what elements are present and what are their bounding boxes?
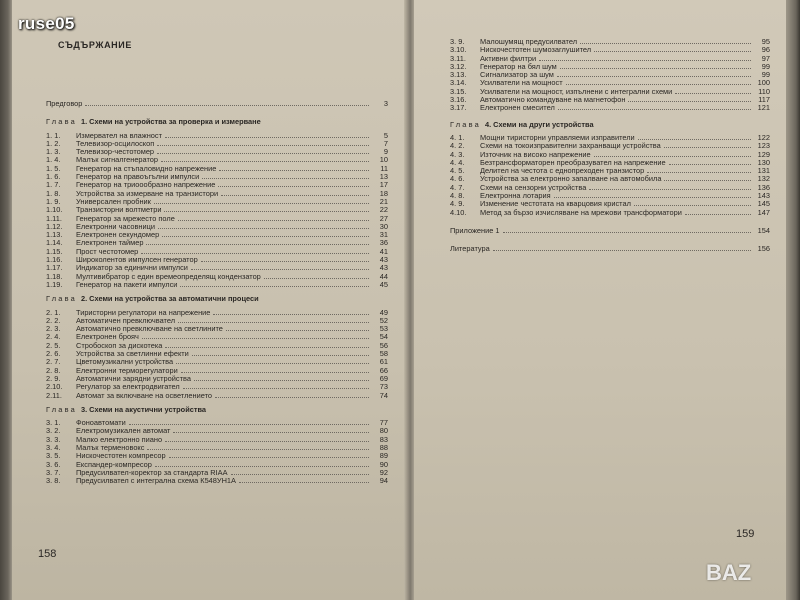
toc-entry-title: Генератор на пакети импулси (76, 279, 178, 289)
dot-leader (580, 38, 751, 44)
toc-entry-number: 4. 1. (450, 132, 465, 142)
toc-entry-page: 36 (379, 238, 388, 248)
dot-leader (165, 342, 369, 348)
dot-leader (192, 350, 369, 356)
toc-entry-page: 83 (379, 434, 388, 444)
toc-entry-title: Сигнализатор за шум (480, 70, 554, 80)
dot-leader (181, 367, 369, 373)
left-toc (46, 100, 388, 485)
toc-entry-number: 3. 8. (46, 476, 61, 486)
page-number-left: 158 (38, 548, 57, 560)
toc-entry-page: 90 (379, 459, 388, 469)
dot-leader (239, 477, 369, 483)
dot-leader (647, 167, 751, 173)
toc-entry-title: Електронна лотария (480, 191, 551, 201)
toc-entry-title: Фоноавтомати (76, 418, 126, 428)
dot-leader (594, 46, 751, 52)
toc-entry-title: Схеми на токоизправителни захранващи устройства (480, 141, 661, 151)
toc-entry-title: Безтрансформаторен преобразувател на напрежение (480, 157, 666, 167)
toc-entry-page: 110 (758, 86, 770, 96)
toc-entry-page: 73 (379, 382, 388, 392)
dot-leader (664, 175, 751, 181)
dot-leader (147, 444, 369, 450)
toc-entry-title: Делител на честота с еднопреходен транзистор (480, 166, 645, 176)
toc-entry-title: Устройства за измерване на транзистори (76, 188, 219, 198)
toc-entry-page: 117 (758, 95, 770, 105)
toc-entry-title: Мултивибратор с един времеопределящ кондензатор (76, 271, 261, 281)
toc-entry-number: 2.10. (46, 382, 63, 392)
toc-entry-page: 49 (379, 307, 388, 317)
toc-entry-page: 95 (761, 37, 770, 46)
toc-entry-number: 4. 3. (450, 149, 465, 159)
toc-entry-number: 1. 5. (46, 163, 61, 173)
toc-entry-number: 3.13. (450, 70, 467, 80)
toc-entry (450, 209, 770, 217)
toc-entry-title: Електронен смесител (480, 103, 555, 113)
toc-entry-title: Цветомузикални устройства (76, 357, 174, 367)
toc-entry-title: Изменение честотата на кварцовия кристал (480, 199, 631, 209)
toc-entry-title: Автомат за включване на осветлението (76, 390, 212, 400)
dot-leader (558, 104, 751, 110)
toc-entry-title: Транзисторни волтметри (76, 205, 162, 215)
toc-entry-number: 4. 4. (450, 157, 465, 167)
toc-entry-page: 53 (379, 324, 388, 334)
dot-leader (566, 79, 751, 85)
toc-entry-number: 4. 9. (450, 199, 465, 209)
toc-entry-page: 74 (379, 390, 388, 400)
toc-entry-page: 30 (379, 221, 388, 231)
toc-entry-page: 136 (757, 182, 770, 192)
toc-entry-number: 2. 3. (46, 324, 61, 334)
toc-literature: Литература 156 (450, 244, 770, 254)
toc-entry-number: 2. 2. (46, 315, 61, 325)
right-toc (450, 38, 770, 254)
toc-entry-title: Индикатор за единични импулси (76, 263, 188, 273)
dot-leader (539, 55, 751, 61)
toc-entry-page: 129 (757, 149, 770, 159)
left-page (12, 0, 410, 600)
toc-entry-page: 61 (379, 357, 388, 367)
toc-entry-number: 3. 2. (46, 426, 61, 436)
toc-entry-number: 1.18. (46, 271, 63, 281)
toc-entry-number: 1. 7. (46, 180, 61, 190)
toc-entry (46, 281, 388, 289)
dot-leader (158, 223, 369, 229)
toc-entry-page: 21 (379, 196, 388, 206)
dot-leader (634, 200, 751, 206)
dot-leader (226, 325, 369, 331)
toc-entry-number: 3. 1. (46, 418, 61, 428)
toc-entry-page: 56 (379, 340, 388, 350)
dot-leader (594, 151, 751, 157)
toc-entry-title: Автоматично командуване на магнетофон (480, 95, 626, 105)
toc-entry-page: 88 (379, 442, 388, 452)
toc-entry-page: 58 (379, 349, 388, 359)
dot-leader (560, 63, 751, 69)
toc-entry-title: Малошумящ предусилвател (480, 37, 578, 46)
toc-entry (46, 477, 388, 485)
toc-entry-title: Малък сигналгенератор (76, 155, 159, 165)
toc-entry-number: 1.15. (46, 246, 63, 256)
toc-entry-number: 4. 5. (450, 166, 465, 176)
toc-entry-page: 94 (379, 476, 388, 486)
dot-leader (164, 206, 369, 212)
toc-entry-number: 1. 3. (46, 147, 61, 157)
toc-entry-page: 27 (379, 213, 388, 223)
toc-entry-number: 3. 5. (46, 451, 61, 461)
toc-entry-title: Устройства за светлинни ефекти (76, 349, 189, 359)
dot-leader (638, 134, 751, 140)
toc-entry-number: 3. 7. (46, 467, 61, 477)
dot-leader (685, 209, 751, 215)
toc-entry-title: Универсален пробник (76, 196, 151, 206)
toc-entry-title: Малко електронно пиано (76, 434, 163, 444)
toc-entry-page: 43 (379, 255, 388, 265)
toc-entry-page: 45 (379, 279, 388, 289)
toc-entry-page: 54 (379, 332, 388, 342)
toc-entry-number: 2. 6. (46, 349, 61, 359)
toc-entry-page: 10 (379, 155, 388, 165)
toc-entry-title: Широколентов импулсен генератор (76, 255, 198, 265)
toc-entry-page: 132 (757, 174, 770, 184)
toc-entry-number: 2. 4. (46, 332, 61, 342)
page-number-right: 159 (736, 528, 755, 540)
toc-entry-number: 4. 6. (450, 174, 465, 184)
toc-entry-title: Електронни терморегулатори (76, 365, 178, 375)
toc-entry-page: 17 (379, 180, 388, 190)
dot-leader (589, 184, 751, 190)
toc-entry-title: Метод за бързо изчисляване на мрежови трансформатори (480, 207, 682, 217)
toc-entry-page: 145 (757, 199, 770, 209)
dot-leader (213, 309, 369, 315)
dot-leader (161, 156, 369, 162)
toc-entry-number: 2.11. (46, 390, 62, 400)
toc-entry-number: 3. 3. (46, 434, 61, 444)
dot-leader (183, 383, 369, 389)
dot-leader (157, 148, 369, 154)
toc-entry-title: Нискочестотен шумозаглушител (480, 45, 592, 55)
toc-entry-title: Генератор на бял шум (480, 61, 557, 71)
toc-entry-page: 5 (383, 130, 388, 140)
dot-leader (664, 142, 751, 148)
toc-entry-number: 1.13. (46, 230, 63, 240)
dot-leader (191, 264, 369, 270)
toc-entry-title: Автоматично превключване на светлините (76, 324, 223, 334)
toc-entry-page: 80 (379, 426, 388, 436)
toc-entry-title: Нискочестотен компресор (76, 451, 166, 461)
toc-entry-title: Устройства за електронно запалване на автомобила (480, 174, 662, 184)
dot-leader (675, 88, 751, 94)
dot-leader (129, 419, 369, 425)
dot-leader (165, 436, 369, 442)
toc-entry-number: 1. 8. (46, 188, 61, 198)
toc-entry-page: 7 (383, 138, 388, 148)
toc-entry-number: 3.16. (450, 95, 467, 105)
toc-entry-page: 147 (757, 207, 770, 217)
dot-leader (157, 140, 369, 146)
toc-entry-number: 3.15. (450, 86, 467, 96)
toc-entry-page: 123 (757, 141, 770, 151)
dot-leader (221, 190, 369, 196)
toc-entry-number: 1.10. (46, 205, 63, 215)
watermark-logo-right: BAZ (706, 560, 752, 585)
toc-entry-number: 3.17. (450, 103, 467, 113)
toc-entry-title: Тиристорни регулатори на напрежение (76, 307, 211, 317)
watermark-logo: ruse05 (18, 14, 75, 33)
toc-entry-title: Електронен таймер (76, 238, 144, 248)
dot-leader (154, 198, 369, 204)
toc-entry-page: 77 (379, 418, 388, 428)
toc-entry-number: 1.14. (46, 238, 63, 248)
toc-entry-page: 99 (761, 70, 770, 80)
dot-leader (202, 173, 369, 179)
toc-preface: Предговор 3 (46, 99, 388, 108)
toc-entry-number: 3. 9. (450, 37, 465, 46)
dot-leader (176, 358, 369, 364)
toc-entry-title: Експандер-компресор (76, 459, 152, 469)
toc-entry-number: 1.17. (46, 263, 63, 273)
toc-entry-title: Електронен секундомер (76, 230, 160, 240)
toc-entry-number: 1. 4. (46, 155, 61, 165)
toc-entry-page: 9 (383, 147, 388, 157)
dot-leader (178, 317, 369, 323)
chapter-heading-3: Глава 3. Схеми на акустични устройства (46, 404, 207, 414)
toc-entry-title: Източник на високо напрежение (480, 149, 591, 159)
toc-entry-page: 143 (757, 191, 770, 201)
toc-entry-page: 121 (757, 103, 770, 113)
dot-leader (180, 281, 369, 287)
toc-entry-page: 13 (379, 172, 388, 182)
dot-leader (155, 461, 369, 467)
dot-leader (231, 469, 369, 475)
toc-entry-number: 2. 9. (46, 373, 61, 383)
dot-leader (194, 375, 369, 381)
dot-leader (178, 215, 369, 221)
toc-entry-title: Предусилвател с интегрална схема К548УН1А (76, 476, 236, 486)
toc-entry-title: Генератор на правоъгълни импулси (76, 172, 200, 182)
toc-entry-number: 1.11. (46, 213, 62, 223)
toc-entry-title: Регулатор за електродвигател (76, 382, 180, 392)
toc-entry-number: 1.19. (46, 279, 63, 289)
toc-entry-title: Електромузикален автомат (76, 426, 171, 436)
toc-entry-number: 3.14. (450, 78, 467, 88)
toc-entry-number: 2. 7. (46, 357, 61, 367)
toc-entry-title: Усилватели на мощност (480, 78, 563, 88)
toc-entry-title: Електронен брояч (76, 332, 139, 342)
toc-entry-page: 43 (379, 263, 388, 273)
toc-entry-page: 97 (761, 53, 770, 63)
right-page (414, 0, 786, 600)
toc-entry (46, 392, 388, 400)
toc-entry-page: 31 (379, 230, 388, 240)
dot-leader (669, 159, 751, 165)
toc-entry-number: 3. 4. (46, 442, 61, 452)
toc-entry-title: Активни филтри (480, 53, 537, 63)
toc-entry-number: 1.16. (46, 255, 63, 265)
toc-entry-page: 100 (757, 78, 770, 88)
toc-entry-page: 22 (379, 205, 388, 215)
toc-entry-number: 4. 8. (450, 191, 465, 201)
toc-entry-title: Генератор на стъпаловидно напрежение (76, 163, 217, 173)
toc-entry-title: Телевизор-честотомер (76, 147, 155, 157)
toc-entry-page: 44 (379, 271, 388, 281)
toc-entry-title: Измервател на влажност (76, 130, 162, 140)
toc-entry-page: 66 (379, 365, 388, 375)
toc-entry-title: Прост честотомер (76, 246, 139, 256)
toc-entry-page: 41 (379, 246, 388, 256)
chapter-heading-2: Глава 2. Схеми на устройства за автоматични процеси (46, 294, 259, 304)
chapter-heading-4: Глава 4. Схеми на други устройства (450, 119, 594, 129)
toc-entry-number: 1.12. (46, 221, 63, 231)
dot-leader (628, 96, 751, 102)
toc-entry-title: Автоматичен превключвател (76, 315, 176, 325)
toc-entry-title: Малък терменовокс (76, 442, 145, 452)
toc-entry-number: 4. 7. (450, 182, 465, 192)
toc-entry-number: 4. 2. (450, 141, 465, 151)
dot-leader (165, 132, 369, 138)
toc-entry-title: Електронни часовници (76, 221, 155, 231)
toc-entry (450, 104, 770, 112)
toc-entry-number: 1. 2. (46, 138, 61, 148)
toc-entry-page: 130 (757, 157, 770, 167)
toc-entry-page: 92 (379, 467, 388, 477)
toc-entry-title: Мощни тиристорни управляеми изправители (480, 132, 635, 142)
toc-entry-number: 1. 9. (46, 196, 61, 206)
toc-entry-title: Автоматични зарядни устройства (76, 373, 191, 383)
toc-entry-number: 2. 8. (46, 365, 61, 375)
toc-entry-page: 52 (379, 315, 388, 325)
dot-leader (557, 71, 751, 77)
dot-leader (169, 452, 369, 458)
dot-leader (554, 192, 751, 198)
dot-leader (141, 248, 369, 254)
dot-leader (146, 239, 369, 245)
dot-leader (162, 231, 369, 237)
toc-entry-title: Предусилвател-коректор за стандарта RIAA (76, 467, 228, 477)
dot-leader (215, 392, 369, 398)
chapter-heading-1: Глава 1. Схеми на устройства за проверка и измерване (46, 117, 261, 127)
toc-entry-title: Генератор на триоообразно напрежение (76, 180, 216, 190)
toc-entry-number: 1. 1. (46, 130, 61, 140)
toc-entry-page: 131 (757, 166, 770, 176)
toc-entry-number: 3.11. (450, 53, 466, 63)
toc-entry-number: 3.12. (450, 61, 467, 71)
toc-entry-title: Схеми на сензорни устройства (480, 182, 587, 192)
toc-entry-page: 122 (757, 132, 770, 142)
toc-entry-page: 18 (379, 188, 388, 198)
toc-entry-number: 3.10. (450, 45, 467, 55)
toc-entry-number: 1. 6. (46, 172, 61, 182)
toc-entry-title: Телевизор-осцилоскоп (76, 138, 155, 148)
toc-entry-page: 69 (379, 373, 388, 383)
toc-entry-number: 3. 6. (46, 459, 61, 469)
toc-entry-page: 89 (379, 451, 388, 461)
toc-entry-page: 96 (761, 45, 770, 55)
dot-leader (142, 333, 369, 339)
dot-leader (218, 181, 369, 187)
toc-entry-title: Генератор за мрежесто поле (76, 213, 175, 223)
dot-leader (264, 273, 369, 279)
toc-entry-number: 4.10. (450, 207, 467, 217)
dot-leader (201, 256, 369, 262)
toc-entry-title: Стробоскоп за дискотека (76, 340, 163, 350)
dot-leader (173, 427, 369, 433)
toc-appendix: Приложение 1 154 (450, 225, 770, 235)
contents-heading: СЪДЪРЖАНИЕ (58, 40, 132, 50)
toc-entry-title: Усилватели на мощност, изпълнени с интегрални схеми (480, 86, 673, 96)
toc-entry-page: 11 (380, 163, 388, 173)
toc-entry-number: 2. 5. (46, 340, 61, 350)
toc-entry-number: 2. 1. (46, 307, 61, 317)
toc-entry-page: 99 (761, 61, 770, 71)
dot-leader (219, 165, 369, 171)
